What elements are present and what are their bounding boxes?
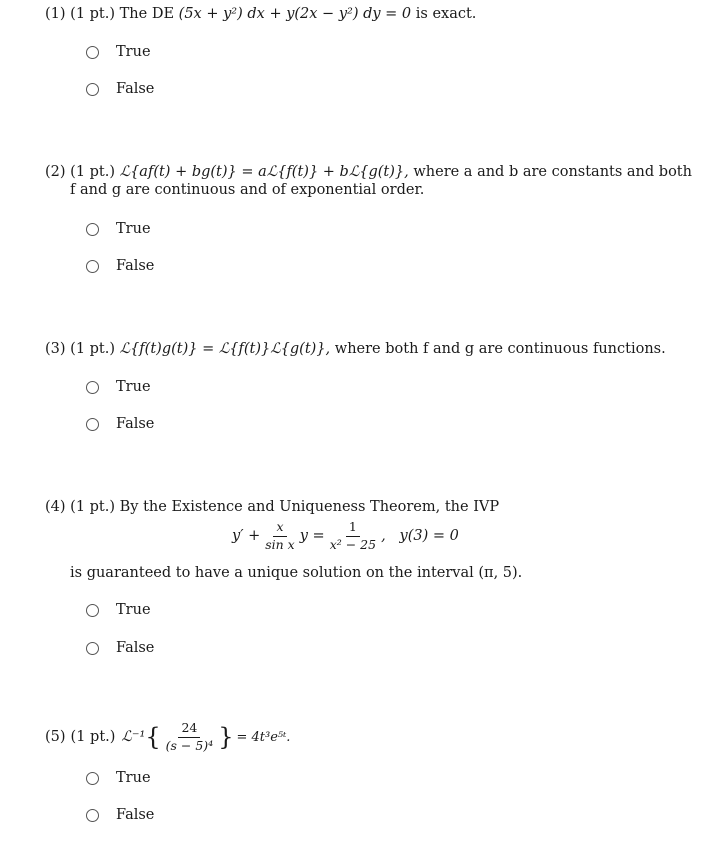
q5-rhs: = 4t³e⁵ᵗ.: [236, 729, 291, 745]
option-label: True: [116, 770, 151, 786]
q4-points: (1 pt.): [70, 499, 116, 515]
q4-option-true[interactable]: [86, 601, 151, 619]
option-label: True: [116, 44, 151, 60]
q4-equation: [232, 520, 459, 553]
q5-option-false[interactable]: [86, 806, 154, 824]
q5-close-brace: }: [218, 723, 234, 752]
option-label: False: [116, 81, 155, 97]
q1-lead: The DE: [119, 6, 175, 22]
option-label: False: [116, 640, 155, 656]
q4-number: (4): [45, 499, 66, 515]
q2-option-false[interactable]: [86, 257, 154, 275]
q3-option-true[interactable]: [86, 378, 151, 396]
radio-button[interactable]: [86, 604, 99, 617]
option-label: False: [116, 416, 155, 432]
frac-denominator: sin x: [265, 537, 295, 553]
eq-lhs: y′ +: [232, 528, 261, 545]
q1-number: (1): [45, 6, 66, 22]
q5-open-brace: {: [145, 723, 161, 752]
q5-option-true[interactable]: [86, 769, 151, 787]
fraction-1-over-x2-25: [327, 520, 379, 553]
radio-button[interactable]: [86, 772, 99, 785]
radio-button[interactable]: [86, 381, 99, 394]
q2-option-true[interactable]: [86, 220, 151, 238]
radio-button[interactable]: [86, 223, 99, 236]
frac-denominator: (s − 5)⁴: [165, 738, 214, 754]
question-5-stem: [45, 721, 290, 754]
option-label: False: [116, 258, 155, 274]
q1-points: (1 pt.): [70, 6, 116, 22]
radio-button[interactable]: [86, 260, 99, 273]
q5-operator: ℒ⁻¹: [121, 729, 146, 746]
q1-tail: is exact.: [415, 6, 477, 22]
q3-option-false[interactable]: [86, 415, 154, 433]
question-3-stem: [45, 341, 666, 357]
radio-button[interactable]: [86, 642, 99, 655]
radio-button[interactable]: [86, 418, 99, 431]
q1-option-true[interactable]: [86, 43, 151, 61]
q4-option-false[interactable]: [86, 639, 154, 657]
q3-math: ℒ{f(t)g(t)} = ℒ{f(t)}ℒ{g(t)},: [119, 341, 331, 357]
fraction-24-over-s-5-4: [163, 721, 217, 754]
question-2-stem: [45, 164, 692, 180]
q5-points: (1 pt.): [70, 729, 116, 746]
frac-numerator: x: [273, 520, 286, 537]
frac-denominator: x² − 25: [329, 537, 377, 553]
frac-numerator: 1: [346, 520, 360, 537]
eq-mid: y =: [299, 528, 325, 545]
option-label: True: [116, 221, 151, 237]
option-label: True: [116, 379, 151, 395]
q3-tail: where both f and g are continuous functions.: [334, 341, 666, 357]
q2-tail1: where a and b are constants and both: [413, 164, 692, 180]
q1-math: (5x + y²) dx + y(2x − y²) dy = 0: [178, 6, 412, 22]
question-1-stem: [45, 6, 476, 22]
q2-number: (2): [45, 164, 66, 180]
q3-points: (1 pt.): [70, 341, 116, 357]
option-label: True: [116, 602, 151, 618]
question-2-line2: f and g are continuous and of exponential order.: [70, 182, 425, 198]
q1-option-false[interactable]: [86, 80, 154, 98]
q2-math: ℒ{af(t) + bg(t)} = aℒ{f(t)} + bℒ{g(t)},: [119, 164, 409, 180]
radio-button[interactable]: [86, 83, 99, 96]
question-4-tail: is guaranteed to have a unique solution on the interval (π, 5).: [70, 565, 523, 581]
eq-initial-condition: , y(3) = 0: [381, 528, 459, 545]
frac-numerator: 24: [178, 721, 200, 738]
q4-intro: By the Existence and Uniqueness Theorem, the IVP: [119, 499, 500, 515]
radio-button[interactable]: [86, 46, 99, 59]
question-4-stem: [45, 499, 499, 515]
fraction-x-over-sinx: [262, 520, 298, 553]
q3-number: (3): [45, 341, 66, 357]
q5-number: (5): [45, 729, 66, 746]
radio-button[interactable]: [86, 809, 99, 822]
option-label: False: [116, 807, 155, 823]
q2-points: (1 pt.): [70, 164, 116, 180]
